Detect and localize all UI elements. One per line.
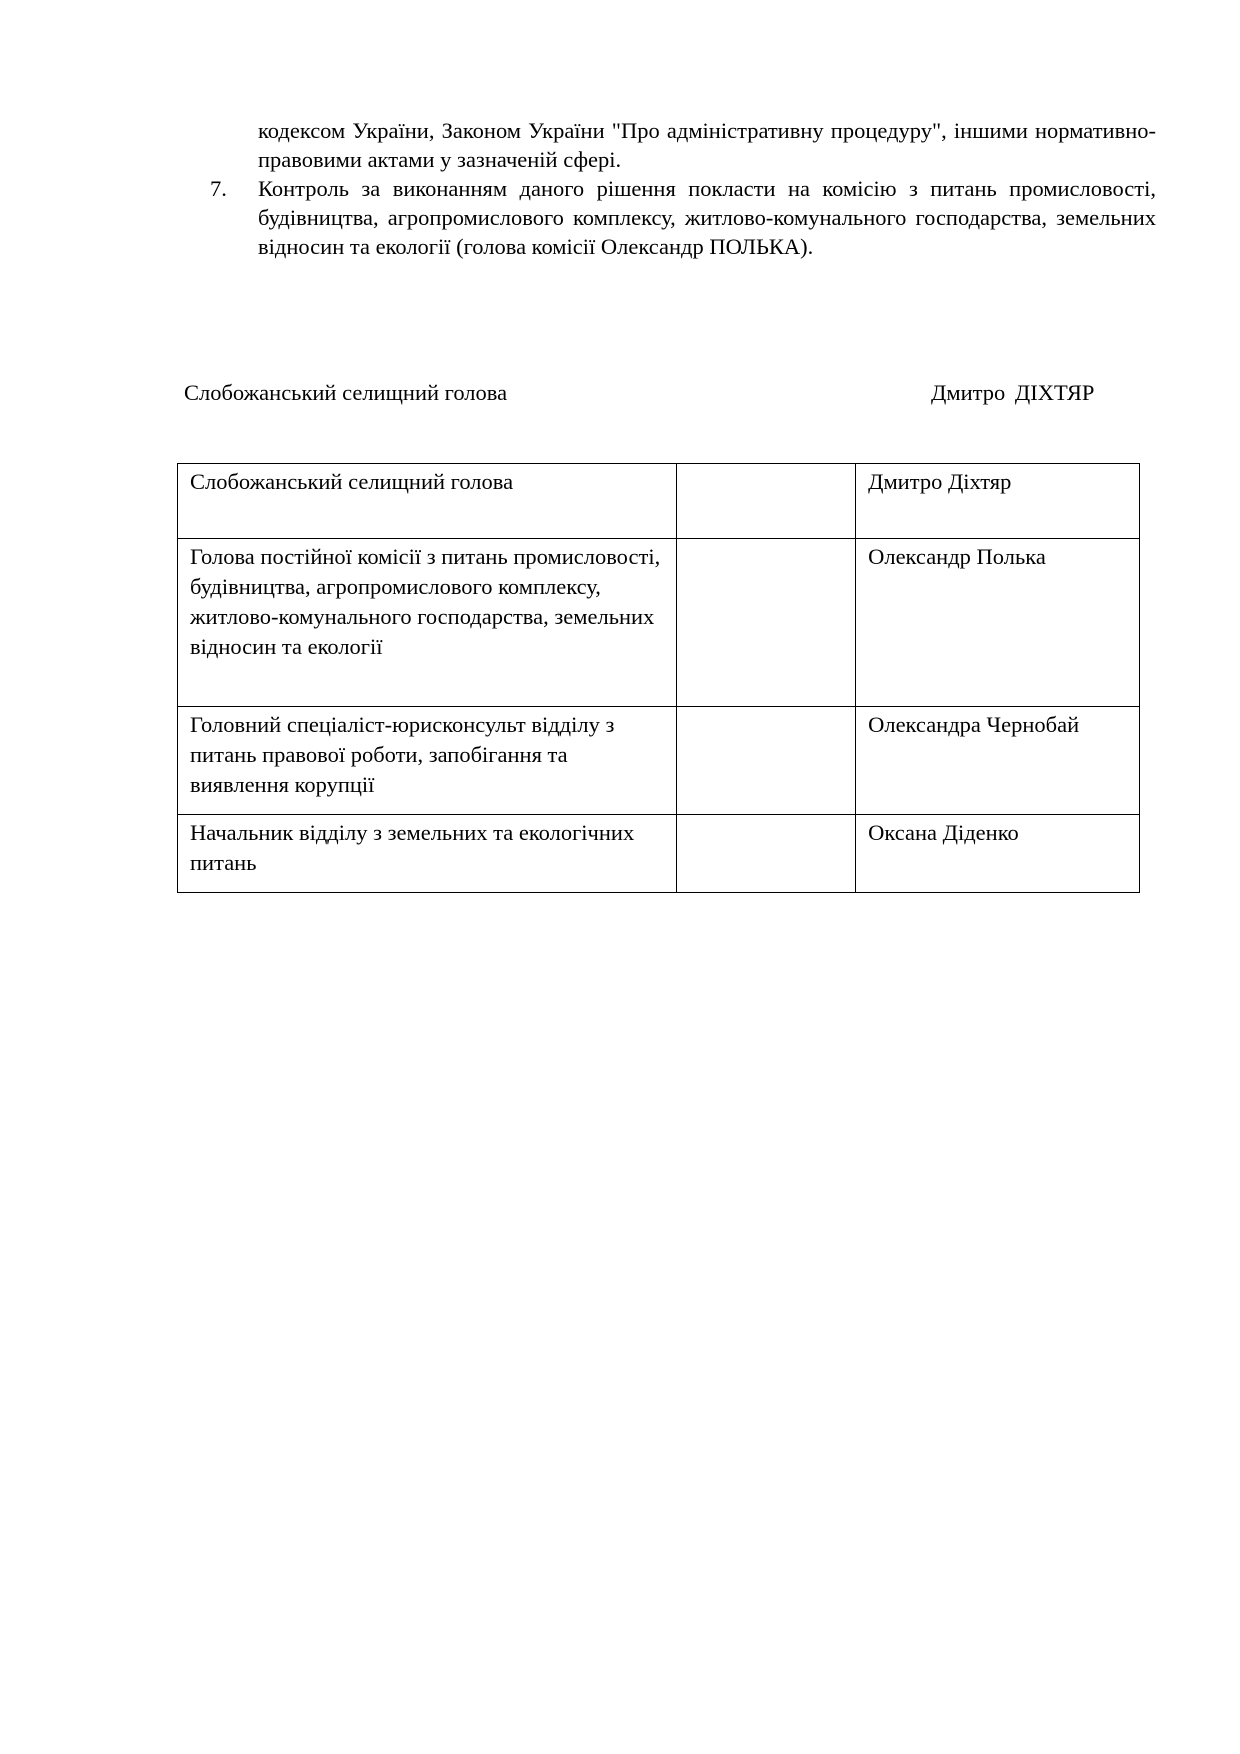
approval-position: Голова постійної комісії з питань промисловості, будівництва, агропромислового комплексу, житлово-комунального господарства, земельних відносин та екології — [178, 539, 677, 707]
approval-name: Дмитро Діхтяр — [856, 464, 1140, 539]
signature-name: Дмитро ДІХТЯР — [931, 380, 1095, 405]
approval-position: Головний спеціаліст-юрисконсульт відділу з питань правової роботи, запобігання та виявлення корупції — [178, 707, 677, 815]
table-row — [178, 707, 1140, 815]
approval-name: Олександра Чернобай — [856, 707, 1140, 815]
approval-signature-cell — [676, 464, 856, 539]
table-row — [178, 464, 1140, 539]
continuation-paragraph: кодексом України, Законом України "Про адміністративну процедуру", іншими нормативно-правовими актами у зазначеній сфері. — [258, 118, 1156, 172]
approval-signature-cell — [676, 707, 856, 815]
approval-name: Олександр Полька — [856, 539, 1140, 707]
list-item-7 — [210, 174, 1156, 261]
approval-name: Оксана Діденко — [856, 815, 1140, 893]
approval-position: Начальник відділу з земельних та екологічних питань — [178, 815, 677, 893]
approval-signature-cell — [676, 539, 856, 707]
signature-position: Слобожанський селищний голова — [184, 380, 508, 405]
table-row — [178, 815, 1140, 893]
approval-position: Слобожанський селищний голова — [178, 464, 677, 539]
approval-signature-cell — [676, 815, 856, 893]
table-row — [178, 539, 1140, 707]
approval-table — [177, 463, 1140, 893]
list-item-text: Контроль за виконанням даного рішення покласти на комісію з питань промисловості, будівництва, агропромислового комплексу, житлово-комунального господарства, земельних відносин та екології (голова комісії Олександр ПОЛЬКА). — [258, 176, 1156, 259]
list-item-number: 7. — [210, 176, 227, 201]
